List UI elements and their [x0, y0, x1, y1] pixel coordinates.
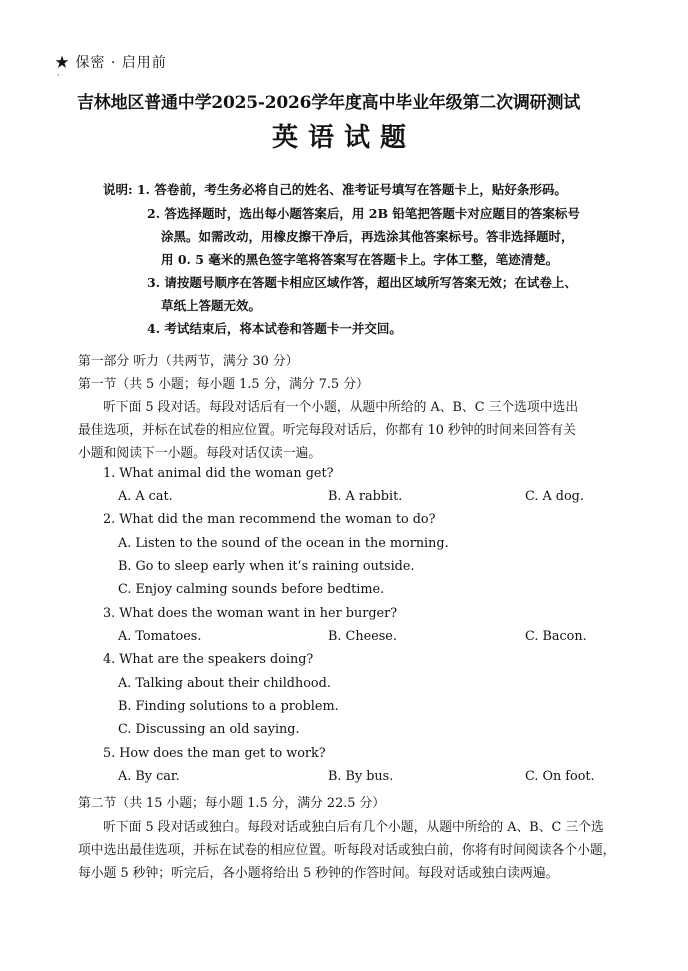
section1-title: 第一节（共 5 小题；每小题 1.5 分，满分 7.5 分） — [78, 377, 369, 392]
subject-title: 英语试题 — [271, 123, 416, 153]
instruction-3-line-1: 3. 请按题号顺序在答题卡相应区域作答，超出区域所写答案无效；在试卷上、 — [147, 275, 577, 290]
section1-intro-line-3: 小题和阅读下一小题。每段对话仅读一遍。 — [78, 446, 322, 461]
question-3-option-c: C. Bacon. — [525, 629, 587, 644]
question-4-option-b: B. Finding solutions to a problem. — [118, 699, 339, 714]
question-1: 1. What animal did the woman get? — [103, 466, 334, 481]
question-4-option-c: C. Discussing an old saying. — [118, 722, 300, 737]
part1-title: 第一部分 听力（共两节，满分 30 分） — [78, 354, 299, 369]
question-3-option-a: A. Tomatoes. — [118, 629, 202, 644]
section1-intro-line-2: 最佳选项，并标在试卷的相应位置。听完每段对话后，你都有 10 秒钟的时间来回答有关 — [78, 423, 576, 438]
question-2-option-c: C. Enjoy calming sounds before bedtime. — [118, 582, 385, 597]
question-5-option-a: A. By car. — [118, 769, 180, 784]
section2-intro-line-1: 听下面 5 段对话或独白。每段对话或独白后有几个小题，从题中所给的 A、B、C 三个选 — [103, 820, 604, 835]
question-3-option-b: B. Cheese. — [328, 629, 397, 644]
question-5-option-c: C. On foot. — [525, 769, 595, 784]
section1-intro-line-1: 听下面 5 段对话。每段对话后有一个小题，从题中所给的 A、B、C 三个选项中选出 — [103, 400, 579, 415]
exam-title: 吉林地区普通中学2025-2026学年度高中毕业年级第二次调研测试 — [77, 93, 581, 113]
question-1-option-a: A. A cat. — [118, 489, 173, 504]
instruction-1: 说明: 1. 答卷前，考生务必将自己的姓名、准考证号填写在答题卡上，贴好条形码。 — [103, 182, 567, 197]
question-4-option-a: A. Talking about their childhood. — [118, 676, 331, 691]
question-2-option-a: A. Listen to the sound of the ocean in the morning. — [118, 536, 449, 551]
question-2-option-b: B. Go to sleep early when it’s raining outside. — [118, 559, 415, 574]
confidential-mark: ★ 保密 · 启用前 — [55, 55, 167, 71]
question-4: 4. What are the speakers doing? — [103, 652, 314, 667]
question-5-option-b: B. By bus. — [328, 769, 394, 784]
instruction-2-line-2: 涂黑。如需改动，用橡皮擦干净后，再选涂其他答案标号。答非选择题时， — [161, 229, 574, 244]
instruction-4: 4. 考试结束后，将本试卷和答题卡一并交回。 — [147, 321, 402, 336]
question-5: 5. How does the man get to work? — [103, 746, 326, 761]
question-1-option-c: C. A dog. — [525, 489, 584, 504]
section2-intro-line-3: 每小题 5 秒钟；听完后，各小题将给出 5 秒钟的作答时间。每段对话或独白读两遍。 — [78, 866, 559, 881]
section2-title: 第二节（共 15 小题；每小题 1.5 分，满分 22.5 分） — [78, 796, 386, 811]
question-2: 2. What did the man recommend the woman to do? — [103, 512, 436, 527]
section2-intro-line-2: 项中选出最佳选项，并标在试卷的相应位置。听每段对话或独白前，你将有时间阅读各个小题， — [78, 843, 616, 858]
instruction-2-line-1: 2. 答选择题时，选出每小题答案后，用 2B 铅笔把答题卡对应题目的答案标号 — [147, 206, 580, 221]
header-dot: · — [57, 71, 60, 80]
question-1-option-b: B. A rabbit. — [328, 489, 403, 504]
instruction-2-line-3: 用 0. 5 毫米的黑色签字笔将答案写在答题卡上。字体工整，笔迹清楚。 — [161, 252, 559, 267]
instruction-3-line-2: 草纸上答题无效。 — [161, 298, 262, 313]
question-3: 3. What does the woman want in her burger? — [103, 606, 398, 621]
